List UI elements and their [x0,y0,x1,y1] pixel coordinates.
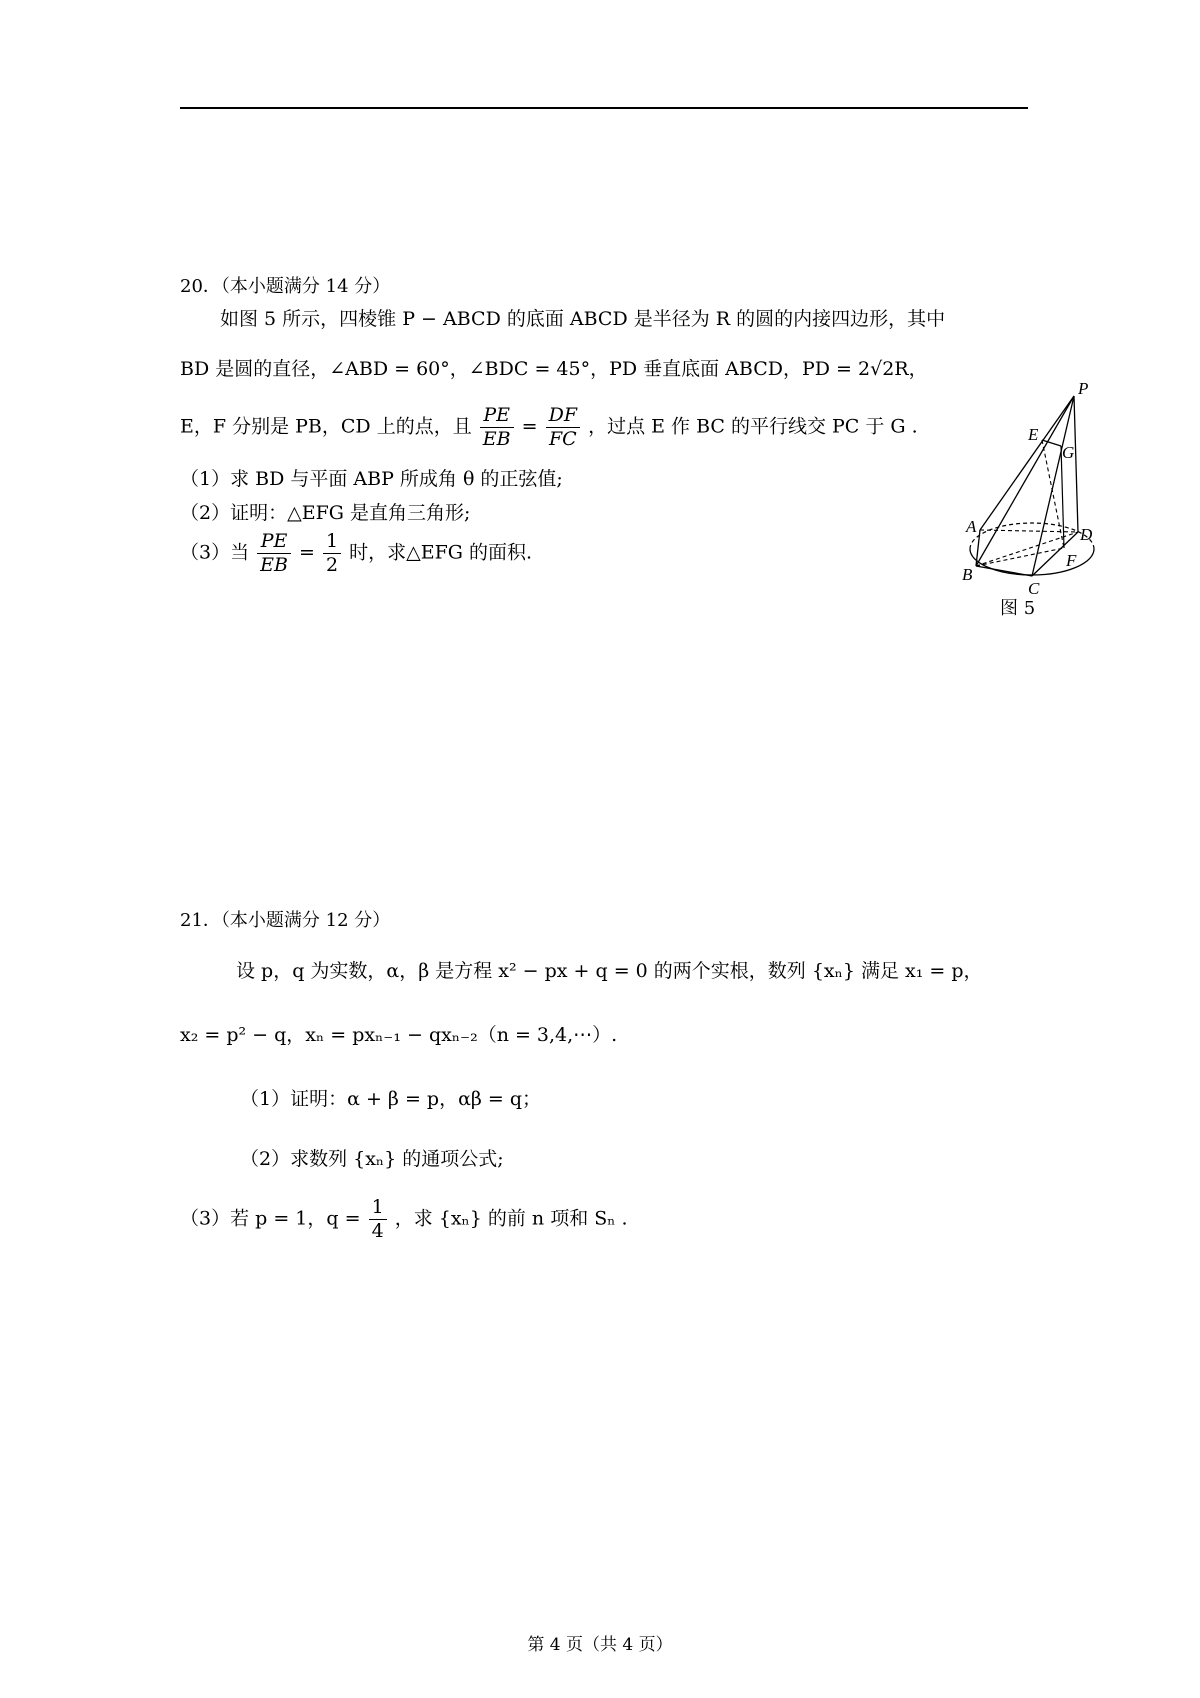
label-b: B [962,565,973,584]
problem-20-question-3-prefix: （3）当 [180,541,250,564]
problem-20-question-3 [180,530,532,577]
label-a: A [966,517,977,536]
problem-21-question-3-suffix: ，求 {xₙ} 的前 n 项和 Sₙ . [394,1207,628,1230]
one-quarter-numerator: 1 [369,1196,387,1220]
segment-bf [976,548,1064,566]
edge-bc [976,566,1032,576]
label-d: D [1080,525,1093,544]
equals-sign-q3: = [299,541,315,564]
problem-20-question-3-suffix: 时，求△EFG 的面积. [349,541,533,564]
problem-20-line-3-prefix: E，F 分别是 PB，CD 上的点，且 [180,415,472,438]
ratio-df-fc-denominator: FC [548,427,577,450]
problem-21-question-3-prefix: （3）若 p = 1，q = [180,1207,361,1230]
problem-20 [180,276,1020,596]
label-c: C [1028,579,1040,598]
label-f: F [1066,551,1077,570]
edge-pc [1032,396,1074,576]
label-p: P [1078,380,1089,398]
problem-20-header: 20．（本小题满分 14 分） [180,276,391,297]
problem-20-line-1: 如图 5 所示，四棱锥 P − ABCD 的底面 ABCD 是半径为 R 的圆的内接四边形，其中 [220,308,946,330]
problem-20-question-1: （1）求 BD 与平面 ABP 所成角 θ 的正弦值; [180,468,563,490]
page-footer: 第 4 页（共 4 页） [527,1635,673,1655]
problem-21-header: 21．（本小题满分 12 分） [180,910,391,931]
problem-21-question-1: （1）证明：α + β = p，αβ = q； [240,1088,542,1110]
one-half-numerator: 1 [323,530,341,554]
problem-21-line-1: 设 p，q 为实数，α，β 是方程 x² − px + q = 0 的两个实根，数列 {xₙ} 满足 x₁ = p， [236,960,983,982]
ratio-pe-eb-q3-denominator: EB [260,553,288,576]
ratio-df-fc [546,404,580,451]
problem-20-line-3-suffix: ，过点 E 作 BC 的平行线交 PC 于 G . [588,415,918,438]
figure-5-pyramid [962,380,1102,620]
ratio-pe-eb-numerator: PE [480,404,514,428]
edge-pb [976,396,1074,566]
problem-21-question-2: （2）求数列 {xₙ} 的通项公式; [240,1148,504,1170]
ratio-pe-eb-q3-numerator: PE [257,530,291,554]
problem-21-line-2: x₂ = p² − q，xₙ = pxₙ₋₁ − qxₙ₋₂（n = 3,4,⋯）. [180,1024,618,1046]
problem-20-question-2: （2）证明：△EFG 是直角三角形; [180,502,471,524]
problem-21-question-3 [180,1196,628,1243]
segment-eg [1042,440,1061,446]
ratio-pe-eb-denominator: EB [482,427,511,450]
edge-pd [1074,396,1078,532]
equals-sign: = [521,415,538,438]
problem-20-line-2: BD 是圆的直径，∠ABD = 60°，∠BDC = 45°，PD 垂直底面 ABCD，PD = 2√2R， [180,358,928,380]
figure-caption: 图 5 [1000,598,1036,619]
ratio-pe-eb [480,404,514,451]
top-rule [180,107,1028,109]
label-e: E [1028,425,1039,444]
one-half-denominator: 2 [326,553,339,576]
one-quarter-denominator: 4 [371,1219,384,1242]
diameter-bd [976,532,1078,566]
ratio-df-fc-numerator: DF [546,404,580,428]
problem-21 [180,910,1020,1270]
edge-pa [980,396,1074,530]
ratio-pe-eb-q3 [257,530,291,577]
label-g: G [1062,443,1075,462]
one-half-fraction [323,530,341,577]
problem-20-line-3 [180,404,918,451]
one-quarter-fraction [369,1196,387,1243]
